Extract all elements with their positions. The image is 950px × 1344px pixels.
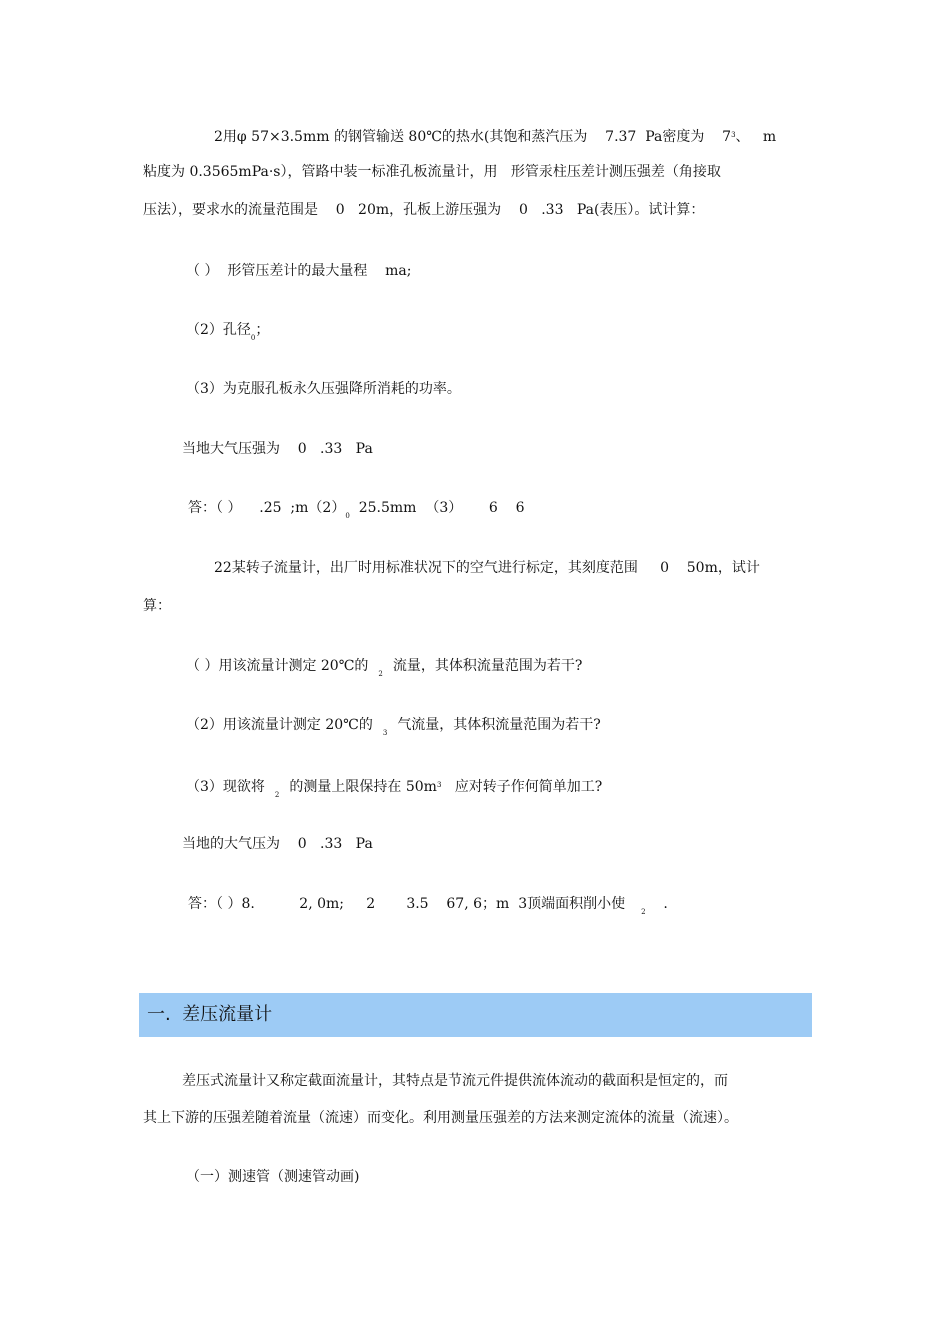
section-paragraph-line-2: [143, 1108, 738, 1128]
question-tail: ；: [255, 322, 270, 338]
question-tail: 流量，其体积流量范围为若干?: [392, 658, 583, 674]
question-mid: 的测量上限保持在 50m: [289, 779, 437, 795]
superscript: 3: [436, 781, 442, 789]
section-subheading: [186, 1167, 359, 1187]
question-text: （2）孔径: [186, 322, 251, 338]
problem-21-line-1-text: 2用φ 57×3.5mm 的钢管输送 80℃的热水(其饱和蒸汽压为 7.37 Pa密度为 7: [214, 129, 732, 145]
question-text: （ ）用该流量计测定 20℃的: [186, 658, 369, 674]
problem-22-answer: [188, 894, 668, 922]
subscript: 2: [641, 908, 646, 916]
question-text: （3）现欲将: [186, 779, 265, 795]
question-tail: 气流量，其体积流量范围为若干?: [397, 717, 601, 733]
question-text: （ ） 形管压差计的最大量程 ma;: [186, 263, 412, 279]
problem-21-line-2-text: 粘度为 0.3565mPa·s），管路中装一标准孔板流量计，用 形管汞柱压差计测压强差（角接取: [143, 164, 721, 180]
answer-text: 答：（ ） .25 ;m（2）: [188, 500, 346, 516]
subheading-text: （一）测速管（测速管动画): [186, 1169, 360, 1185]
problem-21-question-3: [186, 379, 461, 399]
problem-21-line-1: [214, 125, 776, 147]
problem-22-line-2: [143, 596, 171, 616]
paragraph-text: 其上下游的压强差随着流量（流速）而变化。利用测量压强差的方法来测定流体的流量（流速）。: [143, 1110, 738, 1126]
question-text: （2）用该流量计测定 20℃的: [186, 717, 373, 733]
question-text: （3）为克服孔板永久压强降所消耗的功率。: [186, 381, 461, 397]
section-title: 一. 差压流量计: [147, 1004, 273, 1025]
superscript: 3: [731, 131, 736, 139]
problem-21-question-2: [186, 320, 269, 348]
section-header-banner: [139, 993, 812, 1037]
problem-22-question-1: [186, 656, 582, 684]
problem-21-question-1: [186, 261, 412, 281]
answer-text: 答：（ ）8. 2, 0m; 2 3.5 67, 6；m 3顶端面积削小使: [188, 896, 626, 912]
atm-text: 当地的大气压为 0 .33 Pa: [182, 836, 373, 852]
problem-21-answer: [188, 498, 525, 526]
problem-21-line-3-text: 压法），要求水的流量范围是 0 20m，孔板上游压强为 0 .33 Pa(表压）。试计算：: [143, 202, 705, 218]
problem-21-line-3: [143, 200, 704, 220]
subscript: 3: [382, 729, 388, 737]
problem-21-atmospheric-pressure: [182, 439, 373, 459]
question-tail: 应对转子作何简单加工?: [441, 779, 603, 795]
subscript: 0: [250, 334, 256, 342]
problem-21-line-1-tail: 、 m: [735, 129, 777, 145]
subscript: 2: [274, 791, 280, 799]
problem-22-atmospheric-pressure: [182, 834, 373, 854]
problem-21-line-2: [143, 162, 721, 182]
answer-tail: 25.5mm （3） 6 6: [349, 500, 525, 516]
answer-tail: .: [645, 896, 668, 912]
problem-22-line-2-text: 算：: [143, 598, 171, 614]
subscript: 0: [345, 512, 350, 520]
paragraph-text: 差压式流量计又称定截面流量计，其特点是节流元件提供流体流动的截面积是恒定的，而: [182, 1073, 728, 1089]
problem-22-line-1: [214, 558, 760, 578]
atm-text: 当地大气压强为 0 .33 Pa: [182, 441, 373, 457]
problem-22-line-1-text: 22某转子流量计，出厂时用标准状况下的空气进行标定，其刻度范围 0 50m，试计: [214, 560, 760, 576]
problem-22-question-3: [186, 775, 602, 805]
subscript: 2: [378, 670, 383, 678]
problem-22-question-2: [186, 715, 601, 743]
section-paragraph-line-1: [182, 1071, 728, 1091]
